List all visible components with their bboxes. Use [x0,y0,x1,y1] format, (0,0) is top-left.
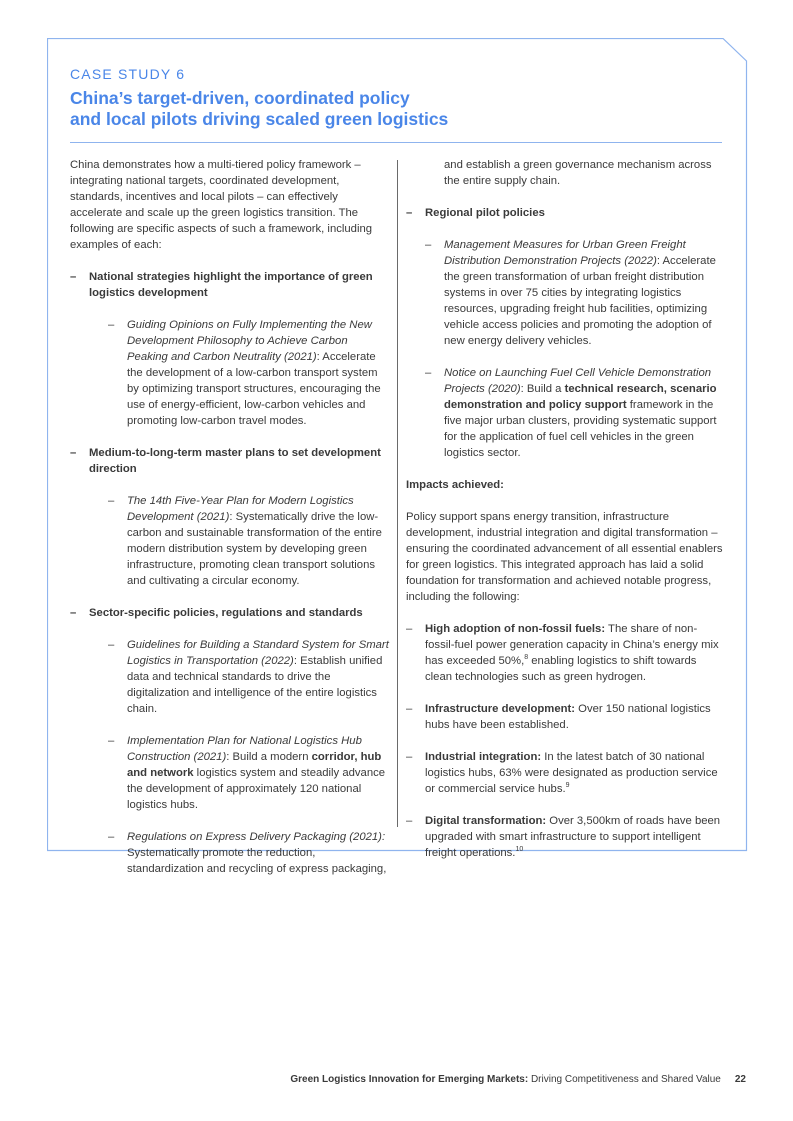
impact-item [406,701,726,733]
footnote-ref[interactable]: 9 [565,782,570,789]
left-column [70,157,390,877]
dash-bullet: – [406,623,413,635]
policy-item [108,829,390,877]
policy-text: : Build a modern [226,751,312,763]
impact-item [406,621,726,685]
policy-title: Regulations on Express Delivery Packaging (2021): [127,831,386,843]
policy-text: : Accelerate the green transformation of urban freight distribution systems in over 75 cities by integrating logistics resources, upgrading freight hub facilities, optimizing vehicle access policies and promoting the adoption of new energy delivery vehicles. [444,255,716,347]
policy-item [425,365,726,461]
policy-text: logistics system and steadily advance the development of approximately 120 national logistics hubs. [127,767,386,811]
case-study-label: CASE STUDY 6 [70,66,186,82]
heading-text: Medium-to-long-term master plans to set development direction [89,447,381,475]
page-footer [290,1074,746,1085]
dash-bullet: – [406,815,413,827]
policy-title: Management Measures for Urban Green Freight Distribution Demonstration Projects (2022) [444,239,686,267]
impact-label: Infrastructure development: [425,703,576,715]
policy-emphasis: corridor, hub and network [127,751,382,779]
policy-item [108,493,390,589]
dash-bullet: – [70,271,77,283]
policy-title: The 14th Five-Year Plan for Modern Logistics Development (2021) [127,495,354,523]
policy-text: framework in the five major urban clusters, providing systematic support for the application of fuel cell vehicles in the green logistics sector. [444,399,717,459]
dash-bullet: – [108,319,115,331]
policy-item [108,637,390,717]
heading-text: National strategies highlight the importance of green logistics development [89,271,373,299]
policy-text: and establish a green governance mechanism across the entire supply chain. [444,159,712,187]
impact-text: Over 150 national logistics hubs have been established. [425,703,711,731]
dash-bullet: – [108,735,115,747]
dash-bullet: – [108,831,115,843]
impact-label: Digital transformation: [425,815,547,827]
policy-title: Guidelines for Building a Standard System for Smart Logistics in Transportation (2022) [127,639,389,667]
policy-text: : Establish unified data and technical standards to drive the digitalization and intelligence of the entire logistics chain. [127,655,383,715]
policy-item [425,237,726,349]
dash-bullet: – [108,495,115,507]
impact-label: Industrial integration: [425,751,542,763]
policy-item [108,733,390,813]
heading-text: Sector-specific policies, regulations and standards [89,607,363,619]
page-title [70,88,490,130]
page-number: 22 [734,1074,746,1085]
policy-title: Guiding Opinions on Fully Implementing the New Development Philosophy to Achieve Carbon Peaking and Carbon Neutrality (2021) [127,319,372,363]
column-divider [397,160,398,827]
footnote-ref[interactable]: 8 [524,654,529,661]
impacts-heading: Impacts achieved: [406,479,504,491]
impact-item [406,749,726,797]
footer-report-subtitle: Driving Competitiveness and Shared Value [528,1074,721,1085]
impacts-intro: Policy support spans energy transition, infrastructure development, industrial integration and digital transformation – ensuring the coordinated advancement of all essential enablers for green logistics. This integrated approach has laid a solid foundation for transformation and achieved notable progress, including the following: [406,511,723,603]
title-line: China’s target-driven, coordinated policy [70,88,410,108]
impact-text: The share of non-fossil-fuel power generation capacity in China’s energy mix has exceeded 50%, [425,623,719,667]
right-column [406,157,726,861]
policy-emphasis: technical research, scenario demonstration and policy support [444,383,717,411]
dash-bullet: – [425,367,432,379]
impact-text: In the latest batch of 30 national logistics hubs, 63% were designated as production service or commercial service hubs. [425,751,718,795]
title-line: and local pilots driving scaled green logistics [70,109,449,129]
policy-title: Notice on Launching Fuel Cell Vehicle Demonstration Projects (2020) [444,367,712,395]
policy-item-continuation [425,157,726,189]
policy-text: : Systematically drive the low-carbon and sustainable transformation of the entire modern distribution system by developing green infrastructure, promoting clean transport solutions and cultivating a circular economy. [127,511,382,587]
section-heading [70,269,390,301]
policy-title: Implementation Plan for National Logistics Hub Construction (2021) [127,735,362,763]
impact-item [406,813,726,861]
footnote-ref[interactable]: 10 [515,846,524,853]
heading-text: Regional pilot policies [425,207,545,219]
title-rule [70,142,722,143]
dash-bullet: – [406,703,413,715]
policy-item [108,317,390,429]
dash-bullet: – [70,607,77,619]
section-heading [70,605,390,621]
dash-bullet: – [425,239,432,251]
dash-bullet: – [406,207,413,219]
dash-bullet: – [108,639,115,651]
dash-bullet: – [406,751,413,763]
section-heading [70,445,390,477]
impact-text: enabling logistics to shift towards clean technologies such as green hydrogen. [425,655,697,683]
policy-text: : Build a [520,383,565,395]
intro-paragraph: China demonstrates how a multi-tiered policy framework – integrating national targets, coordinated development, standards, incentives and local pilots – can effectively accelerate and scale up the green logistics transition. The following are specific aspects of such a framework, including examples of each: [70,159,373,251]
impact-text: Over 3,500km of roads have been upgraded with smart infrastructure to support intelligent freight operations. [425,815,721,859]
impact-label: High adoption of non-fossil fuels: [425,623,606,635]
section-heading [406,205,726,221]
footer-report-title: Green Logistics Innovation for Emerging Markets: [290,1074,529,1085]
policy-text: Systematically promote the reduction, standardization and recycling of express packaging, [127,847,387,875]
policy-text: : Accelerate the development of a low-carbon transport system by optimizing transport structures, encouraging the use of energy-efficient, low-carbon vehicles and promoting low-carbon travel modes. [127,351,381,427]
dash-bullet: – [70,447,77,459]
